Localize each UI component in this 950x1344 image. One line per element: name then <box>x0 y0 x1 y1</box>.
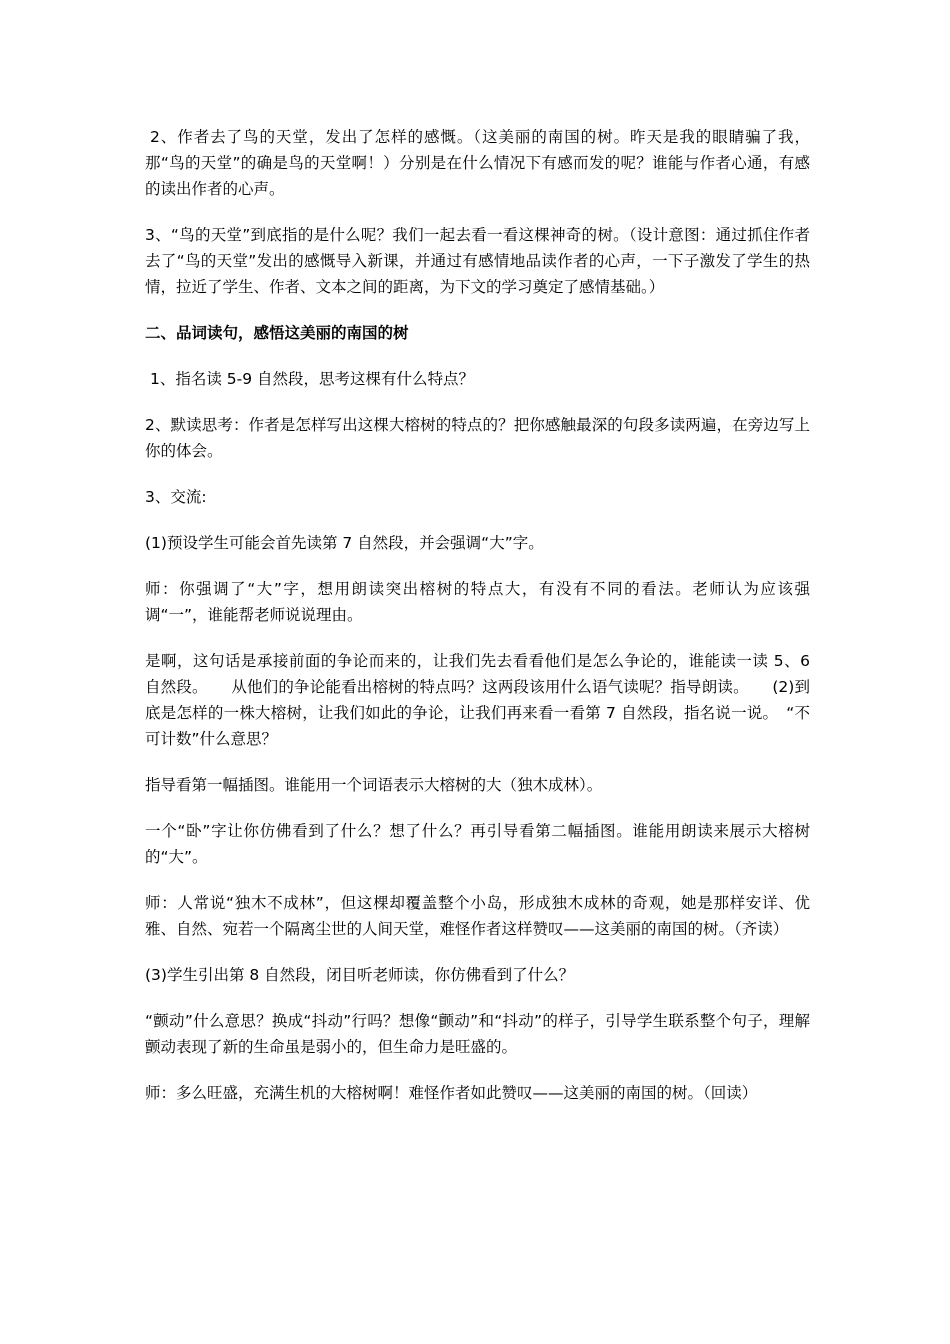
paragraph-teacher-2: 师：人常说“独木不成林”，但这棵却覆盖整个小岛，形成独木成林的奇观，她是那样安详、优雅、自然、宛若一个隔离尘世的人间天堂，难怪作者这样赞叹——这美丽的南国的树。（齐读） <box>145 894 810 938</box>
paragraph-illustration-2: 一个“卧”字让你仿佛看到了什么？想了什么？再引导看第二幅插图。谁能用朗读来展示大榕树的“大”。 <box>145 822 810 866</box>
document-page <box>145 124 810 1126</box>
paragraph-item-3: 3、“鸟的天堂”到底指的是什么呢？我们一起去看一看这棵神奇的树。（设计意图：通过抓住作者去了“鸟的天堂”发出的感慨导入新课，并通过有感情地品读作者的心声，一下子激发了学生的热情，拉近了学生、作者、文本之间的距离，为下文的学习奠定了感情基础。） <box>145 226 810 296</box>
paragraph-tremble: “颤动”什么意思？换成“抖动”行吗？想像“颤动”和“抖动”的样子，引导学生联系整个句子，理解颤动表现了新的生命虽是弱小的，但生命力是旺盛的。 <box>145 1012 810 1056</box>
paragraph-sub-3: (3)学生引出第 8 自然段，闭目听老师读，你仿佛看到了什么？ <box>145 966 575 984</box>
paragraph-step-1: 1、指名读 5-9 自然段，思考这棵有什么特点？ <box>150 370 475 388</box>
paragraph-sub-1: (1)预设学生可能会首先读第 7 自然段，并会强调“大”字。 <box>145 534 544 552</box>
paragraph-teacher-3: 师：多么旺盛，充满生机的大榕树啊！难怪作者如此赞叹——这美丽的南国的树。（回读） <box>145 1084 758 1102</box>
paragraph-step-3: 3、交流: <box>145 488 207 506</box>
paragraph-step-2: 2、默读思考：作者是怎样写出这棵大榕树的特点的？把你感触最深的句段多读两遍，在旁边写上你的体会。 <box>145 416 810 460</box>
section-heading: 二、品词读句，感悟这美丽的南国的树 <box>145 324 409 342</box>
paragraph-illustration-1: 指导看第一幅插图。谁能用一个词语表示大榕树的大（独木成林）。 <box>145 776 603 794</box>
paragraph-teacher-1: 师：你强调了“大”字，想用朗读突出榕树的特点大，有没有不同的看法。老师认为应该强调“一”，谁能帮老师说说理由。 <box>145 580 810 624</box>
paragraph-discussion: 是啊，这句话是承接前面的争论而来的，让我们先去看看他们是怎么争论的，谁能读一读 5、6 自然段。 从他们的争论能看出榕树的特点吗？这两段该用什么语气读呢？指导朗读。 (2)到底是怎样的一株大榕树，让我们如此的争论，让我们再来看一看第 7 自然段，指名说一说。 “不可计数”什么意思？ <box>145 652 810 748</box>
paragraph-item-2: 2、作者去了鸟的天堂，发出了怎样的感慨。（这美丽的南国的树。昨天是我的眼睛骗了我，那“鸟的天堂”的确是鸟的天堂啊！）分别是在什么情况下有感而发的呢？谁能与作者心通，有感的读出作者的心声。 <box>145 128 810 198</box>
